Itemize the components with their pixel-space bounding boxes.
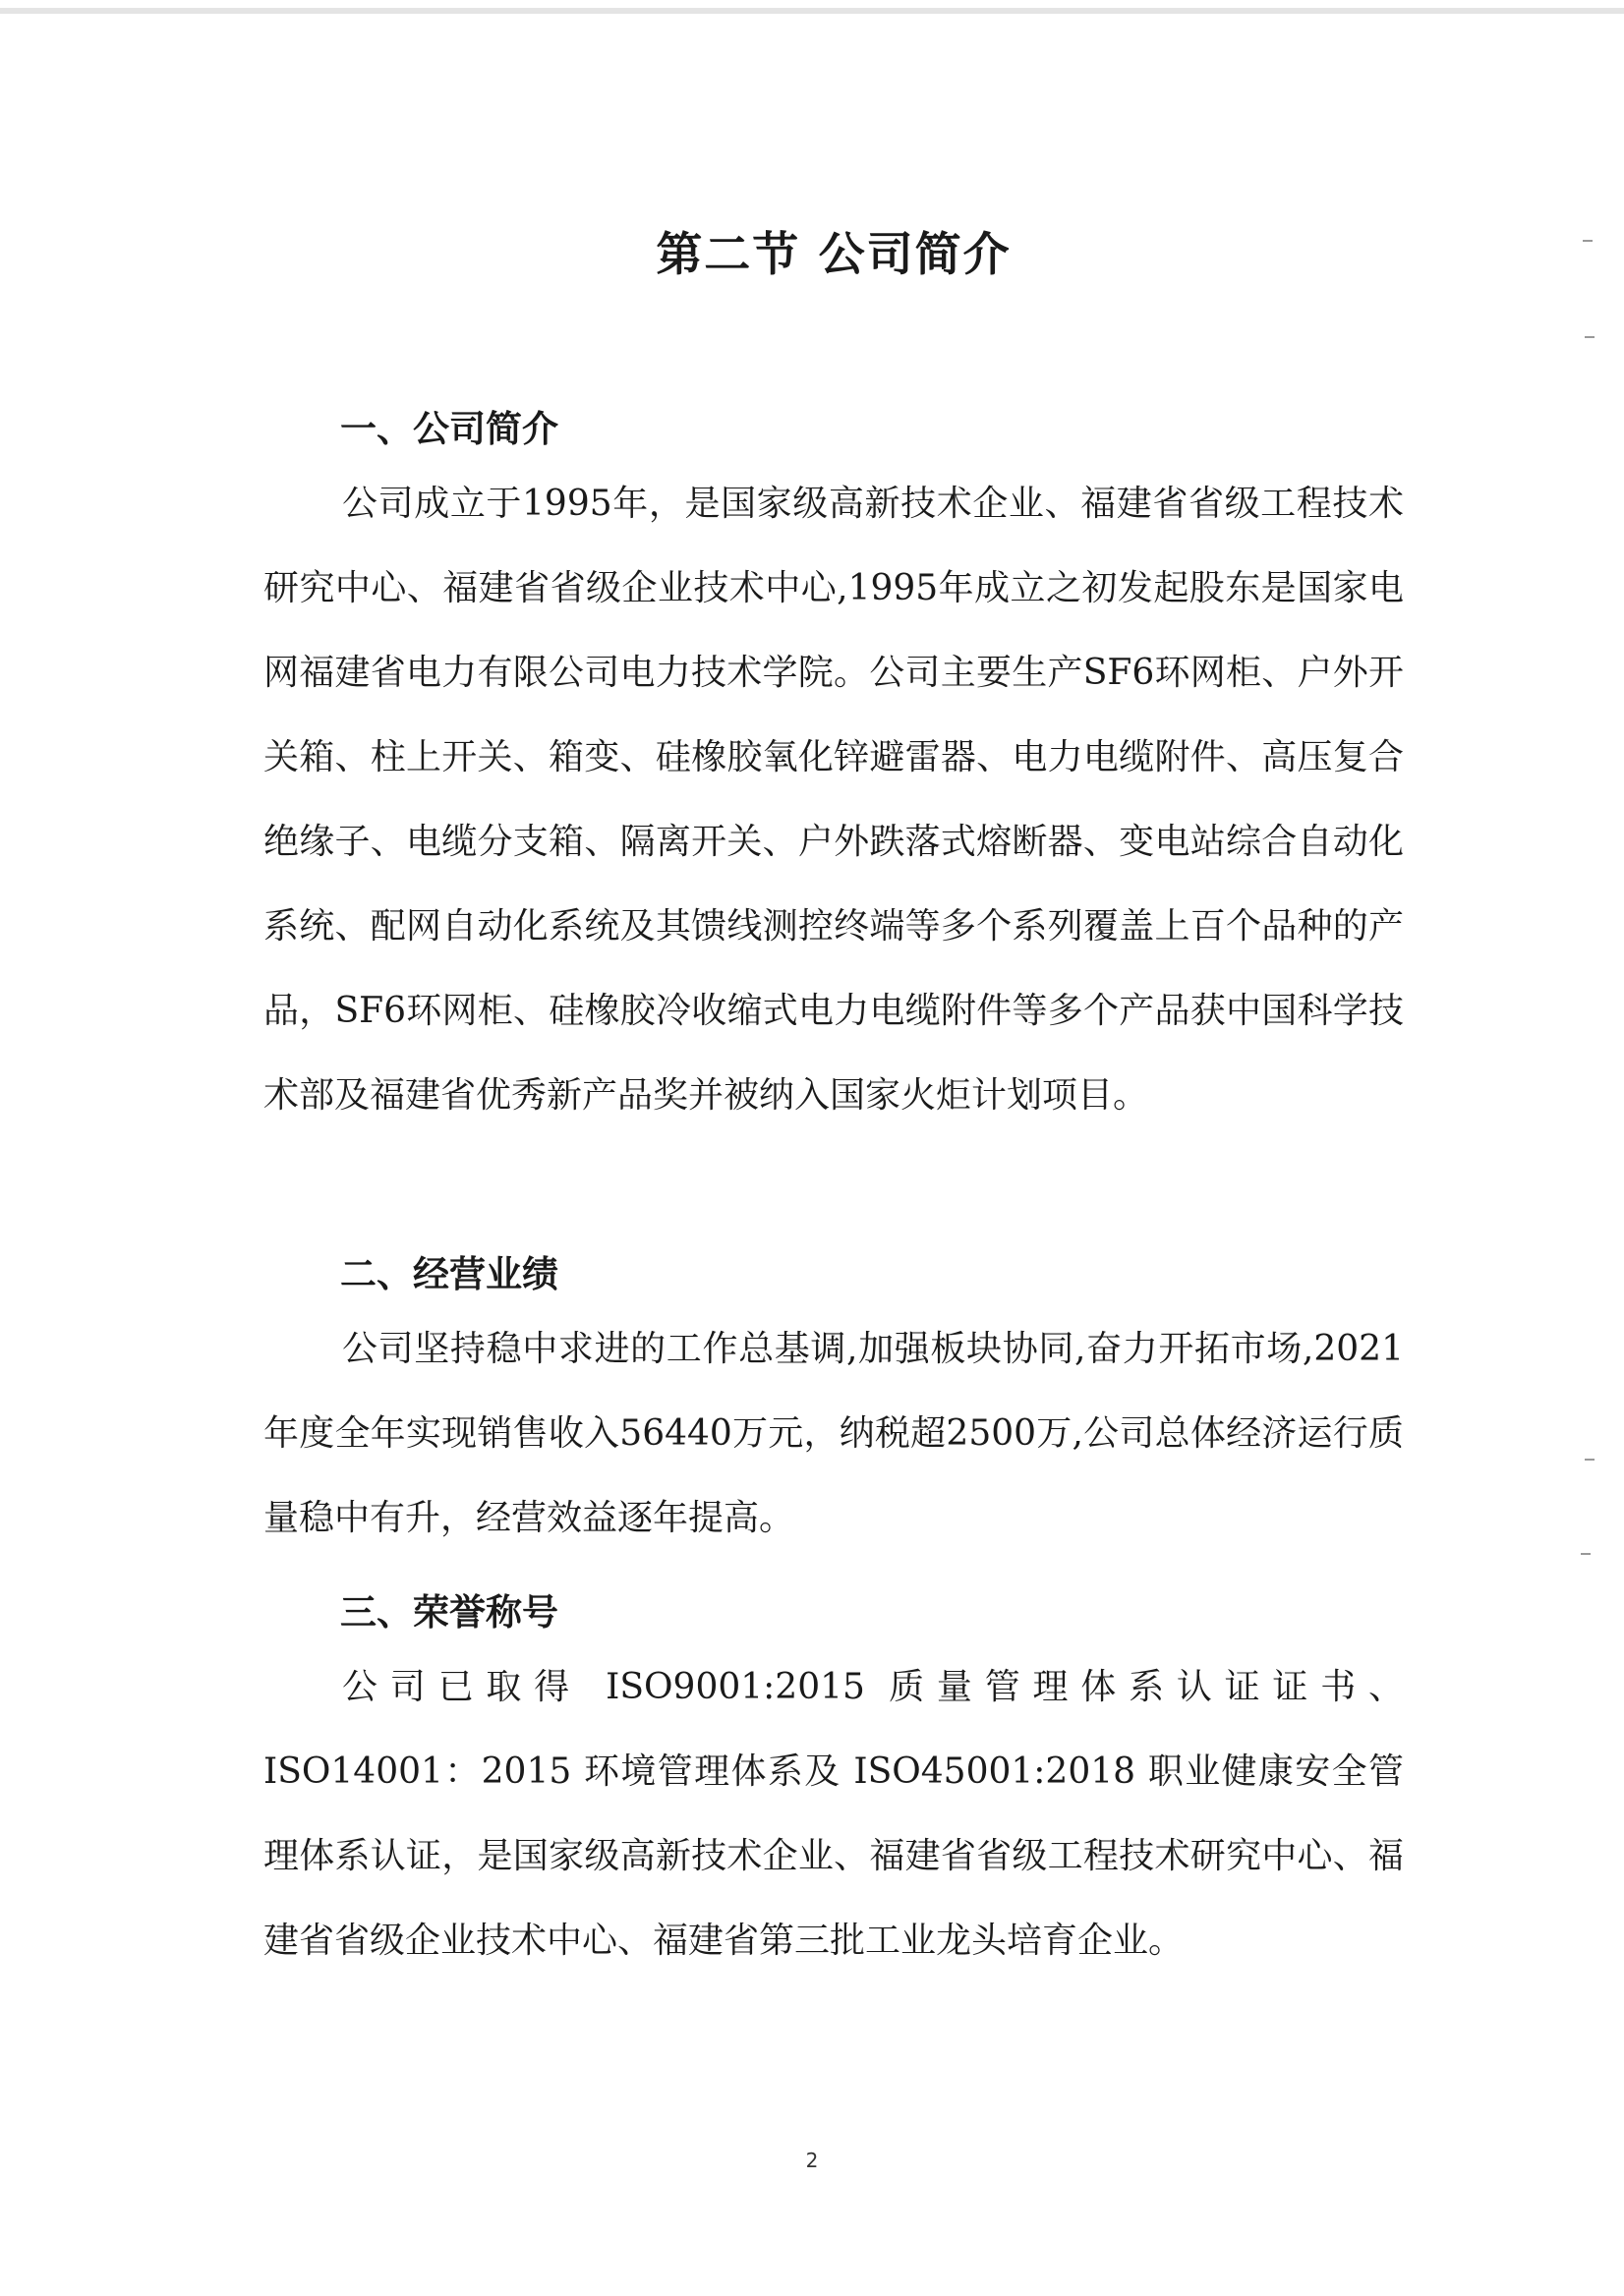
scan-mark [1585, 1459, 1595, 1461]
paragraph-business-performance: 公司坚持稳中求进的工作总基调,加强板块协同,奋力开拓市场,2021年度全年实现销售收入56440万元，纳税超2500万,公司总体经济运行质量稳中有升，经营效益逐年提高。 [263, 1329, 1404, 1538]
scan-top-edge [0, 8, 1624, 14]
scan-mark [1581, 1553, 1591, 1555]
scan-mark [1585, 336, 1595, 338]
section-heading-business-performance: 二、经营业绩 [340, 1253, 558, 1295]
page-title: 第二节 公司简介 [656, 228, 1012, 282]
section-heading-company-profile: 一、公司简介 [340, 408, 558, 450]
section-heading-honors: 三、荣誉称号 [340, 1591, 558, 1634]
paragraph-honors: 公司已取得 ISO9001:2015 质量管理体系认证证书、ISO14001：2015 环境管理体系及 ISO45001:2018 职业健康安全管理体系认证，是国家级高新技术企业、福建省省级工程技术研究中心、福建省省级企业技术中心、福建省第三批工业龙头培育企业。 [263, 1667, 1404, 1961]
scan-mark [1583, 240, 1593, 242]
page-number: 2 [805, 2149, 819, 2172]
paragraph-company-profile: 公司成立于1995年，是国家级高新技术企业、福建省省级工程技术研究中心、福建省省级企业技术中心,1995年成立之初发起股东是国家电网福建省电力有限公司电力技术学院。公司主要生产SF6环网柜、户外开关箱、柱上开关、箱变、硅橡胶氧化锌避雷器、电力电缆附件、高压复合绝缘子、电缆分支箱、隔离开关、户外跌落式熔断器、变电站综合自动化系统、配网自动化系统及其馈线测控终端等多个系列覆盖上百个品种的产品，SF6环网柜、硅橡胶冷收缩式电力电缆附件等多个产品获中国科学技术部及福建省优秀新产品奖并被纳入国家火炬计划项目。 [263, 484, 1404, 1116]
